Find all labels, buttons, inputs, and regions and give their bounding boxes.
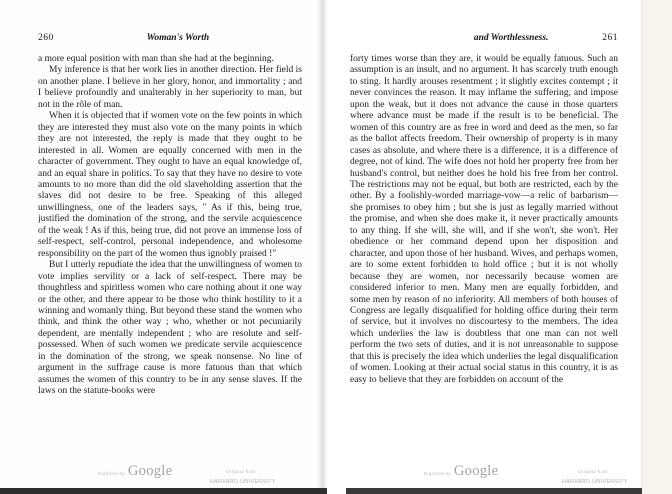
- paragraph: But I utterly repudiate the idea that the unwillingness of women to vote implies servility or a lack of self-respect. There may be thoughtless and spiritless women who care nothing about it one way or the other, and there appear to be those who think hostility to it a winning and womanly thing. But beyond these stand the women who think, and think the other way ; who, whether or not pecuniarily dependent, are mentally independent ; who are resolute and self-possessed. When of such women we predicate servile acquiescence in the domination of the strong, we speak nonsense. No line of argument in the suffrage cause is more fatuous than that which assumes the women of this country to be in any sense slaves. If the laws on the statute-books were: [38, 260, 302, 397]
- original-from-watermark-right: [562, 466, 628, 485]
- page-number-left: 260: [38, 33, 54, 43]
- google-logo: Google: [453, 463, 499, 479]
- google-logo: Google: [127, 463, 173, 479]
- institution-label: HARVARD UNIVERSITY: [562, 478, 628, 485]
- scan-bottom-edge-left: [0, 488, 327, 494]
- page-left-260: [0, 0, 322, 487]
- page-right-261: [324, 0, 642, 487]
- paragraph: a more equal position with man than she had at the beginning.: [38, 54, 274, 64]
- paragraph: forty times worse than they are, it would be equally fatuous. Such an assumption is an insult, and no argument. It has scarcely truth enough to sting. It hardly arouses resentment ; it slightly excites contempt ; it never convinces the reason. It may inflame the suffering, and impose upon the weak, but it does not advance the cause in those quarters where advance must be made if the result is to be beneficial. The women of this country are as free in word and deed as the men, so far as the ballot affects freedom. Their ownership of property is in many cases as absolute, and where there is a difference, it is a difference of degree, not of kind. The wife does not hold her property free from her husband's control, but neither does he hold his free from her control. The restrictions may not be equal, but both are restricted, each by the other. By a foolishly-worded marriage-vow—a relic of barbarism—she promises to obey him ; but she is just as legally married without the promise, and when she does make it, it never practically amounts to any thing. If she will, she will, and if she won't, she won't. Her obedience or her command depend upon her disposition and character, and upon those of her husband. Wives, and perhaps women, are to some extent forbidden to hold office ; but it is not wholly because they are women, nor necessarily because women are considered inferior to men. Many men are equally forbidden, and some men by reason of no inferiority. All members of both houses of Congress are legally disqualified for holding office during their term of service, but it involves no discourtesy to the members. The idea which underlies the law is doubtless that one man can not well perform the two sets of duties, and it is not unreasonable to suppose that this is precisely the idea which underlies the legal disqualification of women. Looking at their actual social status in this country, it is as easy to believe that they are forbidden on account of the: [350, 54, 618, 385]
- digitized-by-label: Digitized by: [98, 471, 125, 476]
- running-header-right: [350, 33, 618, 43]
- digitized-by-label: Digitized by: [424, 471, 451, 476]
- running-title-left: Woman's Worth: [146, 33, 210, 43]
- google-digitized-watermark-right: [424, 463, 498, 480]
- institution-label: HARVARD UNIVERSITY: [210, 478, 276, 485]
- google-digitized-watermark-left: [98, 463, 172, 480]
- original-from-watermark-left: [210, 466, 276, 485]
- page-number-right: 261: [602, 33, 618, 43]
- body-text-right: [350, 54, 618, 452]
- running-title-right: and Worthlessness.: [473, 33, 549, 43]
- paragraph: When it is objected that if women vote on the few points in which they are interested they must also vote on the many points in which they are not interested, the reply is made that they ought to be interested in all. Women are equally concerned with men in the character of government. They ought to have an equal knowledge of, and an equal share in politics. To say that they have no desire to vote amounts to no more than did the old slaveholding assertion that the slaves did not desire to be free. Speaking of this alleged unwillingness, one of the leaders says, " As if this, being true, justified the domination of the strong, and the servile acquiescence of the weak ! As if this, being true, did not prove an immense loss of self-respect, self-control, personal independence, and wholesome responsibility on the part of the women thus ignobly praised !": [38, 111, 302, 259]
- original-from-label: Original from: [226, 469, 256, 474]
- paragraph: My inference is that her work lies in another direction. Her field is on another plane. I believe in her glory, honor, and immortality ; and I believe profoundly and unalterably in her superiority to man, but not in the rôle of man.: [38, 65, 302, 110]
- original-from-label: Original from: [578, 469, 608, 474]
- body-text-left: [38, 54, 302, 452]
- scan-right-edge-band: [641, 0, 672, 494]
- scan-bottom-edge-right: [346, 488, 642, 494]
- running-header-left: [38, 33, 302, 43]
